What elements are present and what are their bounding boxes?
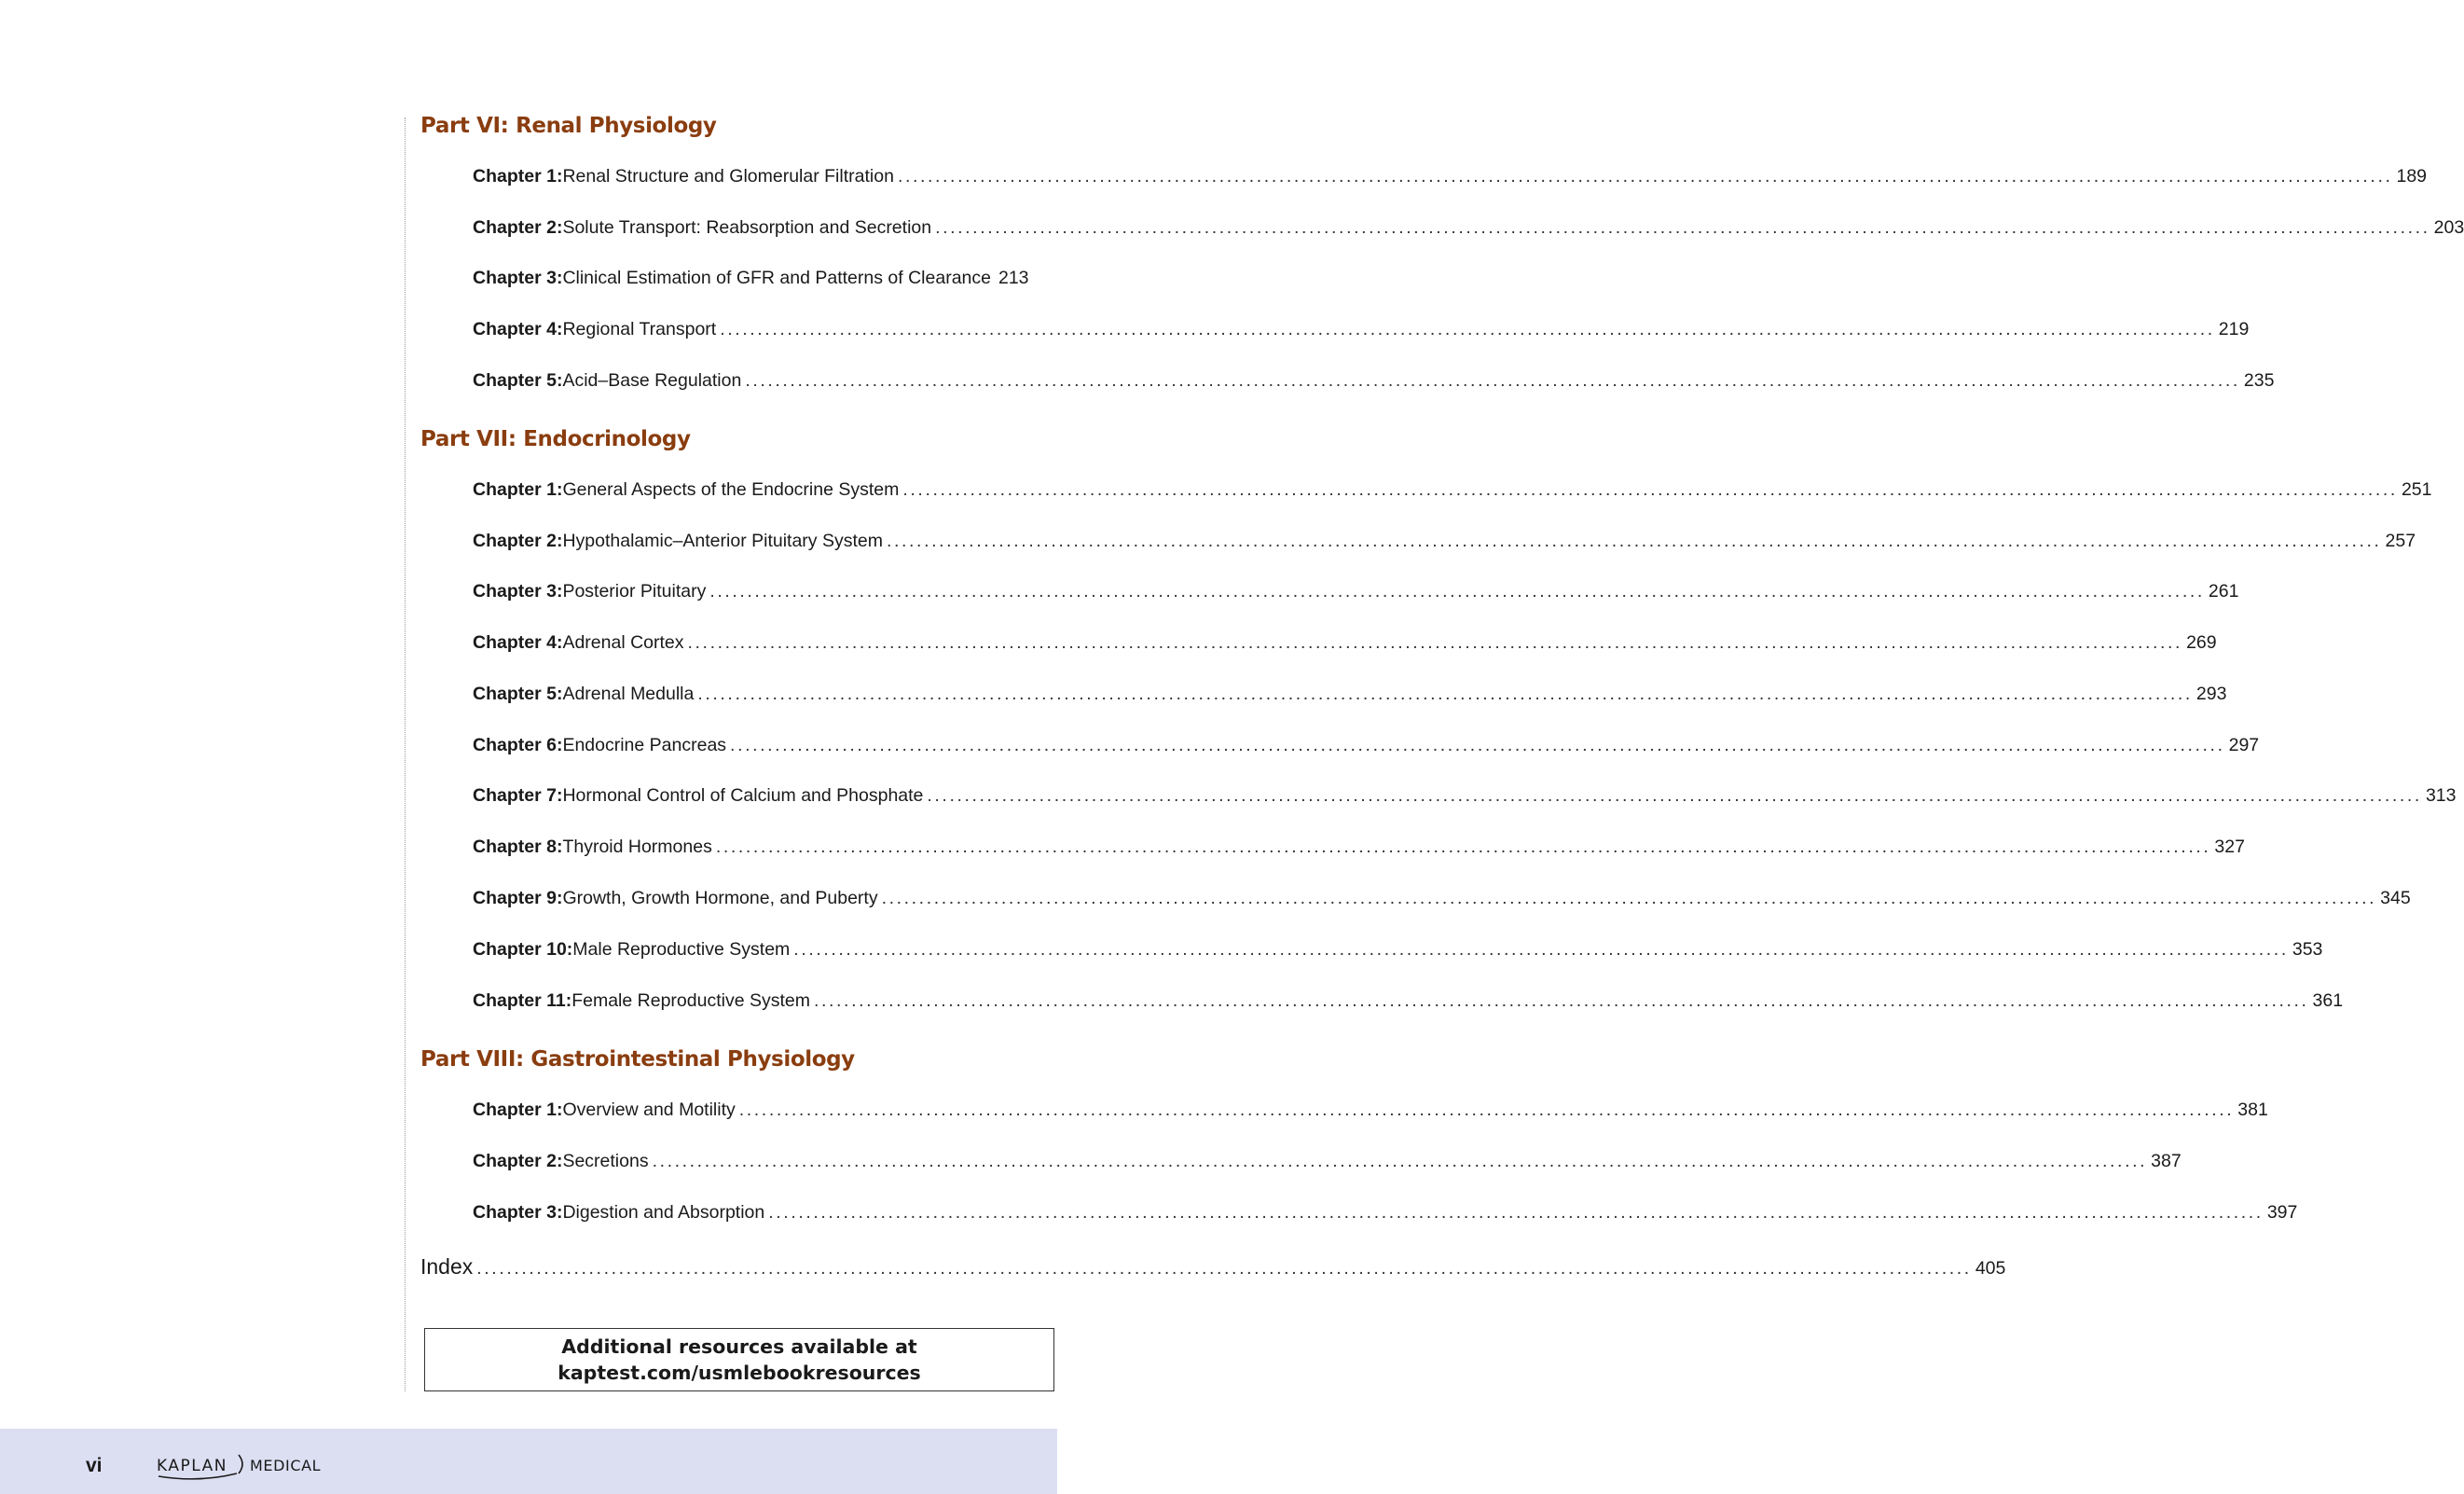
dot-leader: ........................................................................................................................................................................................................ (730, 735, 2225, 755)
chapter-number: Chapter 1: (473, 1100, 563, 1120)
toc-entry[interactable] (473, 265, 1029, 291)
toc-entry[interactable] (473, 629, 2217, 656)
chapter-number: Chapter 6: (473, 735, 563, 755)
page-number: 397 (2266, 1202, 2298, 1223)
chapter-number: Chapter 2: (473, 217, 563, 238)
toc-entry[interactable] (473, 367, 2275, 394)
chapter-title: Posterior Pituitary (562, 581, 707, 602)
part-heading: Part VII: Endocrinology (420, 427, 691, 451)
dot-leader: ........................................................................................................................................................................................................ (927, 785, 2422, 806)
page-number: 387 (2151, 1151, 2182, 1171)
dot-leader: ........................................................................................................................................................................................................ (720, 319, 2215, 339)
part-heading: Part VIII: Gastrointestinal Physiology (420, 1047, 855, 1072)
page-number: 345 (2380, 888, 2411, 908)
page-number: 269 (2186, 632, 2217, 653)
chapter-title: General Aspects of the Endocrine System (562, 479, 900, 500)
chapter-number: Chapter 1: (473, 479, 563, 500)
svg-text:KAPLAN: KAPLAN (157, 1457, 227, 1475)
chapter-title: Hormonal Control of Calcium and Phosphate (562, 785, 924, 806)
toc-entry[interactable] (473, 732, 2260, 758)
chapter-number: Chapter 10: (473, 939, 573, 960)
footer-page-number: vi (86, 1455, 103, 1476)
chapter-number: Chapter 3: (473, 1202, 563, 1223)
resources-box (424, 1328, 1054, 1391)
chapter-title: Thyroid Hormones (562, 837, 712, 857)
resources-url[interactable]: kaptest.com/usmlebookresources (557, 1362, 921, 1384)
dot-leader: ........................................................................................................................................................................................................ (709, 581, 2205, 602)
dot-leader: ........................................................................................................................................................................................................ (813, 990, 2309, 1011)
chapter-title: Male Reproductive System (572, 939, 791, 960)
chapter-title: Secretions (562, 1151, 649, 1171)
dot-leader: ........................................................................................................................................................................................................ (476, 1258, 1972, 1279)
dot-leader: ........................................................................................................................................................................................................ (897, 166, 2393, 187)
toc-entry[interactable] (473, 988, 2344, 1014)
page-number: 313 (2425, 785, 2457, 806)
dot-leader: ........................................................................................................................................................................................................ (652, 1151, 2148, 1171)
chapter-number: Chapter 2: (473, 1151, 563, 1171)
toc-entry[interactable] (473, 834, 2245, 860)
toc-entry[interactable] (473, 782, 2457, 809)
chapter-number: Chapter 3: (473, 581, 563, 602)
toc-entry[interactable] (473, 163, 2428, 189)
dot-leader: ........................................................................................................................................................................................................ (886, 531, 2382, 551)
toc-entry[interactable] (473, 681, 2227, 707)
part-heading: Part VI: Renal Physiology (420, 114, 717, 138)
chapter-title: Female Reproductive System (571, 990, 810, 1011)
chapter-title: Solute Transport: Reabsorption and Secretion (562, 217, 932, 238)
index-title: Index (420, 1254, 474, 1279)
chapter-number: Chapter 3: (473, 268, 563, 288)
dot-leader: ........................................................................................................................................................................................................ (738, 1100, 2235, 1120)
dot-leader: ........................................................................................................................................................................................................ (881, 888, 2377, 908)
chapter-number: Chapter 11: (473, 990, 572, 1011)
dot-leader: ........................................................................................................................................................................................................ (935, 217, 2430, 238)
page-number: 261 (2208, 581, 2239, 602)
page-number: 297 (2228, 735, 2260, 755)
chapter-title: Renal Structure and Glomerular Filtration (562, 166, 894, 187)
page-number: 203 (2433, 217, 2464, 238)
chapter-title: Adrenal Cortex (562, 632, 684, 653)
page-number: 213 (998, 268, 1029, 288)
chapter-title: Growth, Growth Hormone, and Puberty (562, 888, 878, 908)
dot-leader: ........................................................................................................................................................................................................ (768, 1202, 2264, 1223)
svg-text:MEDICAL: MEDICAL (250, 1457, 322, 1474)
chapter-title: Endocrine Pancreas (562, 735, 727, 755)
resources-line-1: Additional resources available at (561, 1335, 917, 1358)
table-of-contents (405, 114, 2464, 1391)
page-number: 219 (2218, 319, 2250, 339)
chapter-number: Chapter 4: (473, 319, 563, 339)
toc-entry[interactable] (473, 1148, 2182, 1174)
page-number: 353 (2292, 939, 2323, 960)
chapter-number: Chapter 4: (473, 632, 563, 653)
page-number: 381 (2237, 1100, 2268, 1120)
chapter-number: Chapter 7: (473, 785, 563, 806)
chapter-number: Chapter 8: (473, 837, 563, 857)
toc-entry[interactable] (473, 316, 2250, 342)
dot-leader: ........................................................................................................................................................................................................ (793, 939, 2289, 960)
toc-entry[interactable] (473, 578, 2239, 604)
toc-index-entry[interactable] (420, 1252, 2006, 1281)
chapter-title: Acid–Base Regulation (562, 370, 742, 391)
chapter-number: Chapter 5: (473, 684, 563, 704)
index-page-number: 405 (1975, 1258, 2006, 1279)
toc-entry[interactable] (473, 477, 2432, 503)
chapter-title: Adrenal Medulla (562, 684, 695, 704)
chapter-title: Regional Transport (562, 319, 717, 339)
dot-leader: ........................................................................................................................................................................................................ (902, 479, 2398, 500)
page-number: 257 (2385, 531, 2416, 551)
toc-entry[interactable] (473, 936, 2323, 962)
page-number: 189 (2396, 166, 2428, 187)
chapter-title: Clinical Estimation of GFR and Patterns of Clearance (562, 268, 991, 288)
kaplan-medical-logo (157, 1451, 334, 1485)
chapter-number: Chapter 1: (473, 166, 563, 187)
chapter-number: Chapter 9: (473, 888, 563, 908)
chapter-title: Hypothalamic–Anterior Pituitary System (562, 531, 883, 551)
chapter-title: Digestion and Absorption (562, 1202, 765, 1223)
page-number: 327 (2214, 837, 2245, 857)
dot-leader: ........................................................................................................................................................................................................ (697, 684, 2193, 704)
chapter-title: Overview and Motility (562, 1100, 736, 1120)
toc-entry[interactable] (473, 1097, 2268, 1123)
dot-leader: ........................................................................................................................................................................................................ (687, 632, 2183, 653)
toc-entry[interactable] (473, 214, 2464, 241)
dot-leader: ........................................................................................................................................................................................................ (715, 837, 2211, 857)
page-number: 293 (2196, 684, 2227, 704)
page-number: 235 (2243, 370, 2275, 391)
page-number: 251 (2401, 479, 2432, 500)
toc-entry[interactable] (473, 885, 2411, 911)
page-footer (0, 1429, 1057, 1494)
chapter-number: Chapter 2: (473, 531, 563, 551)
dot-leader: ........................................................................................................................................................................................................ (745, 370, 2240, 391)
toc-entry[interactable] (473, 1199, 2298, 1225)
page-number: 361 (2312, 990, 2344, 1011)
toc-entry[interactable] (473, 528, 2416, 554)
chapter-number: Chapter 5: (473, 370, 563, 391)
